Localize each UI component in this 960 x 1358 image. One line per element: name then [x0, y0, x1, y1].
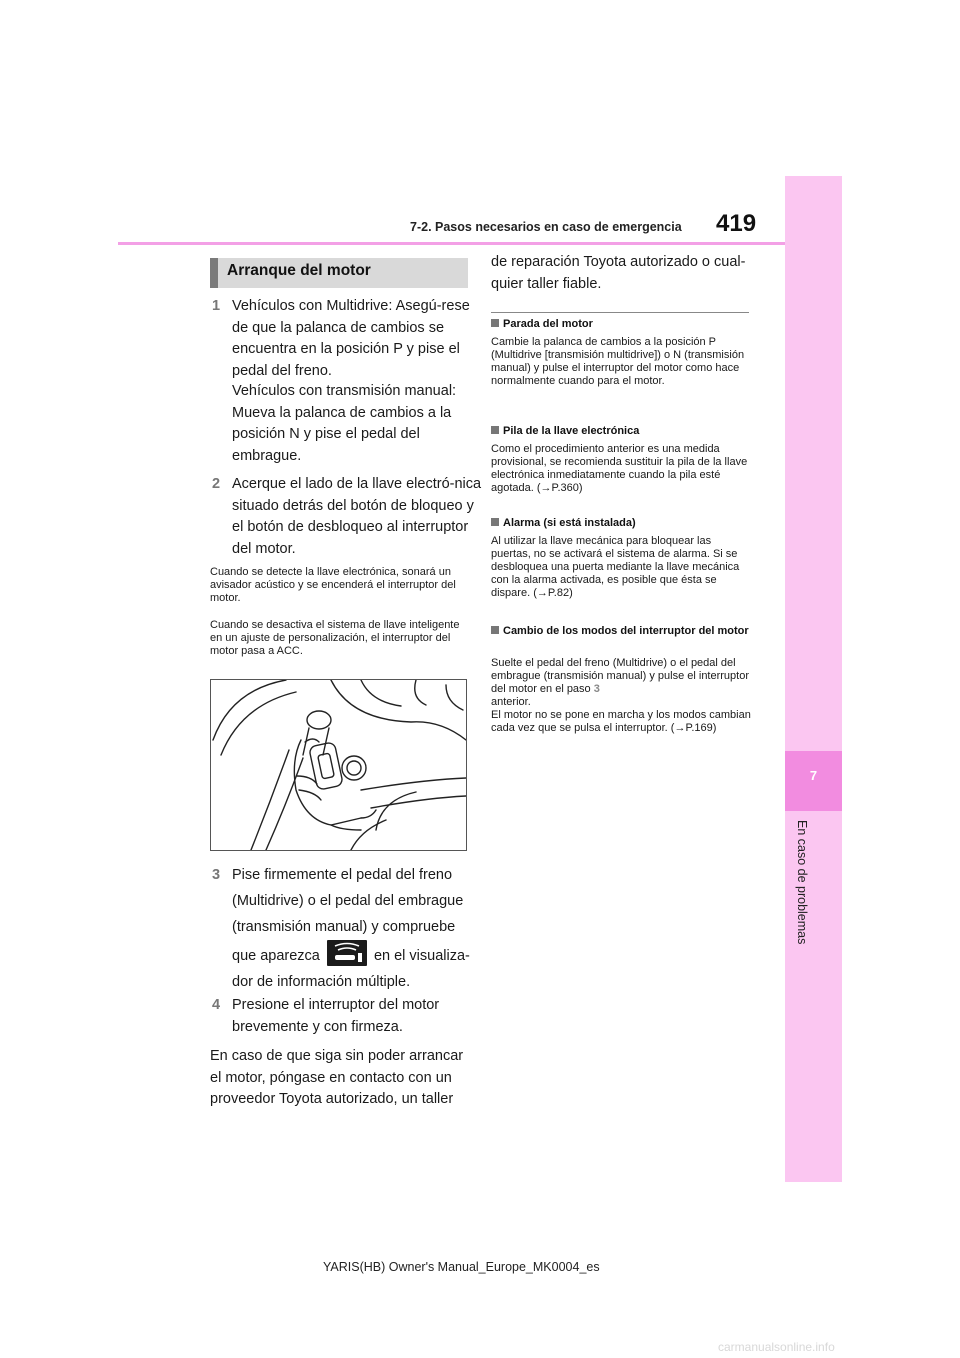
step-text: Vehículos con transmisión manual: Mueva la palanca de cambios a la posición N y pise el pedal del embrague.	[232, 383, 457, 465]
note-detected: Cuando se detecte la llave electrónica, sonará un avisador acústico y se encenderá el interruptor del motor.	[210, 566, 456, 604]
step-number: 4	[212, 997, 221, 1013]
item-title-modos: Cambio de los modos del interruptor del motor	[491, 625, 749, 638]
step-3	[212, 862, 482, 995]
item-title-alarma: Alarma (si está instalada)	[491, 517, 749, 530]
push-start-key-illustration	[210, 679, 467, 851]
step-1	[212, 296, 482, 383]
step-number: 3	[212, 867, 221, 883]
step-number: 1	[212, 298, 221, 314]
footer-manual-id: YARIS(HB) Owner's Manual_Europe_MK0004_es	[323, 1260, 600, 1274]
illustration-drawing	[211, 680, 466, 850]
section-title: Arranque del motor	[210, 258, 468, 288]
key-indicator-glyph	[327, 940, 367, 966]
item-title-pila: Pila de la llave electrónica	[491, 425, 749, 438]
step-text: Vehículos con Multidrive: Asegú-rese de que la palanca de cambios se encuentra en la posición P y pise el pedal del freno.	[232, 298, 470, 380]
page-number: 419	[716, 210, 757, 237]
step-2	[212, 474, 482, 561]
divider	[491, 312, 749, 313]
bullet-square-icon	[491, 319, 499, 327]
key-indicator-icon	[327, 940, 367, 966]
step-text: Presione el interruptor del motor brevemente y con firmeza.	[232, 997, 440, 1035]
item-body-parada: Cambie la palanca de cambios a la posición P (Multidrive [transmisión multidrive]) o N (transmisión manual) y pulse el interruptor del motor como hace normalmente cuando para el motor.	[491, 336, 745, 387]
bullet-square-icon	[491, 518, 499, 526]
bullet-square-icon	[491, 626, 499, 634]
step-number: 2	[212, 476, 221, 492]
header-rule	[118, 242, 785, 245]
chapter-number: 7	[809, 768, 818, 783]
step-text-after: en el visualiza-dor de información múltiple.	[232, 948, 470, 990]
closing-paragraph: En caso de que siga sin poder arrancar el motor, póngase en contacto con un proveedor Toyota autorizado, un taller	[210, 1048, 464, 1108]
item-title-parada: Parada del motor	[491, 318, 749, 331]
step-1-manual	[232, 381, 482, 468]
bullet-square-icon	[491, 426, 499, 434]
watermark: carmanualsonline.info	[718, 1340, 835, 1354]
continuation-paragraph: de reparación Toyota autorizado o cual-quier taller fiable.	[491, 254, 746, 292]
item-body-modos: Suelte el pedal del freno (Multidrive) o el pedal del embrague (transmisión manual) y pulse el interruptor del motor en el paso 3 anterior. El motor no se pone en marcha y los modos cambian cada vez que se pulsa el interruptor. (→P.169)	[491, 657, 751, 734]
step-4	[212, 995, 482, 1038]
note-acc: Cuando se desactiva el sistema de llave inteligente en un ajuste de personalización, el interruptor del motor pasa a ACC.	[210, 619, 460, 657]
chapter-title: En caso de problemas	[795, 820, 809, 945]
item-body-pila: Como el procedimiento anterior es una medida provisional, se recomienda sustituir la pila de la llave electrónica inmediatamente cuando la pila esté agotada. (→P.360)	[491, 443, 748, 494]
step-text-before: Pise firmemente el pedal del freno (Multidrive) o el pedal del embrague (transmisión manual) y compruebe que aparezca	[232, 867, 464, 964]
chapter-tab	[785, 176, 842, 1182]
section-header: 7-2. Pasos necesarios en caso de emergencia	[410, 220, 682, 234]
item-body-alarma: Al utilizar la llave mecánica para bloquear las puertas, no se activará el sistema de alarma. Si se desbloquea una puerta mediante la llave mecánica con la alarma activada, es posible que ésta se dispare. (→P.82)	[491, 535, 740, 599]
step-text: Acerque el lado de la llave electró-nica situado detrás del botón de bloqueo y el botón de desbloqueo al interruptor del motor.	[232, 476, 482, 558]
